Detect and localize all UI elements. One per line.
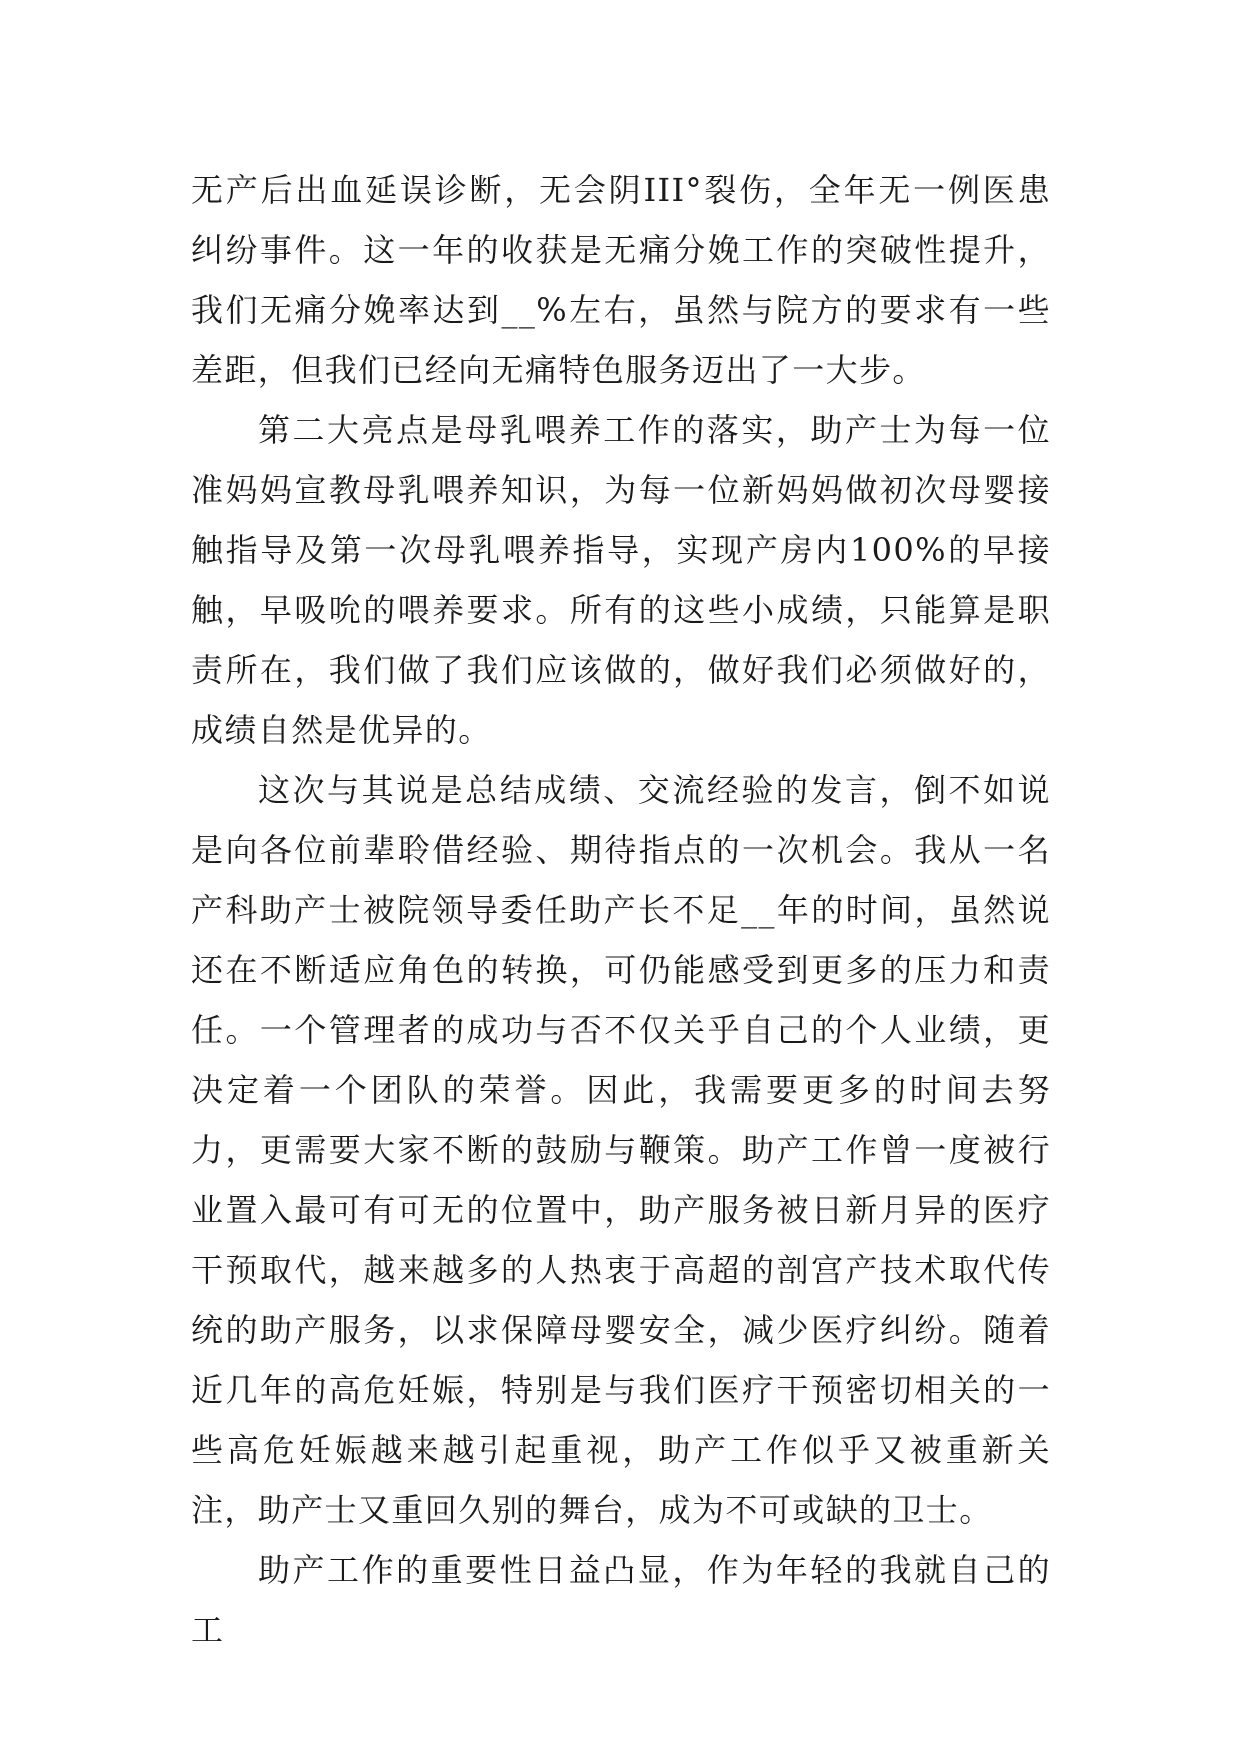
paragraph-continuation: 无产后出血延误诊断，无会阴III°裂伤，全年无一例医患纠纷事件。这一年的收获是无痛分娩工作的突破性提升，我们无痛分娩率达到__%左右，虽然与院方的要求有一些差距，但我们已经向无痛特色服务迈出了一大步。 bbox=[191, 171, 1051, 389]
paragraph-breastfeeding: 第二大亮点是母乳喂养工作的落实，助产士为每一位准妈妈宣教母乳喂养知识，为每一位新妈妈做初次母婴接触指导及第一次母乳喂养指导，实现产房内100%的早接触，早吸吮的喂养要求。所有的这些小成绩，只能算是职责所在，我们做了我们应该做的，做好我们必须做好的，成绩自然是优异的。 bbox=[191, 411, 1051, 749]
paragraph-reflection: 这次与其说是总结成绩、交流经验的发言，倒不如说是向各位前辈聆借经验、期待指点的一次机会。我从一名产科助产士被院领导委任助产长不足__年的时间，虽然说还在不断适应角色的转换，可仍能感受到更多的压力和责任。一个管理者的成功与否不仅关乎自己的个人业绩，更决定着一个团队的荣誉。因此，我需要更多的时间去努力，更需要大家不断的鼓励与鞭策。助产工作曾一度被行业置入最可有可无的位置中，助产服务被日新月异的医疗干预取代，越来越多的人热衷于高超的剖宫产技术取代传统的助产服务，以求保障母婴安全，减少医疗纠纷。随着近几年的高危妊娠，特别是与我们医疗干预密切相关的一些高危妊娠越来越引起重视，助产工作似乎又被重新关注，助产士又重回久别的舞台，成为不可或缺的卫士。 bbox=[191, 771, 1051, 1529]
document-body bbox=[191, 160, 1051, 1660]
paragraph-importance: 助产工作的重要性日益凸显，作为年轻的我就自己的工 bbox=[191, 1551, 1051, 1649]
